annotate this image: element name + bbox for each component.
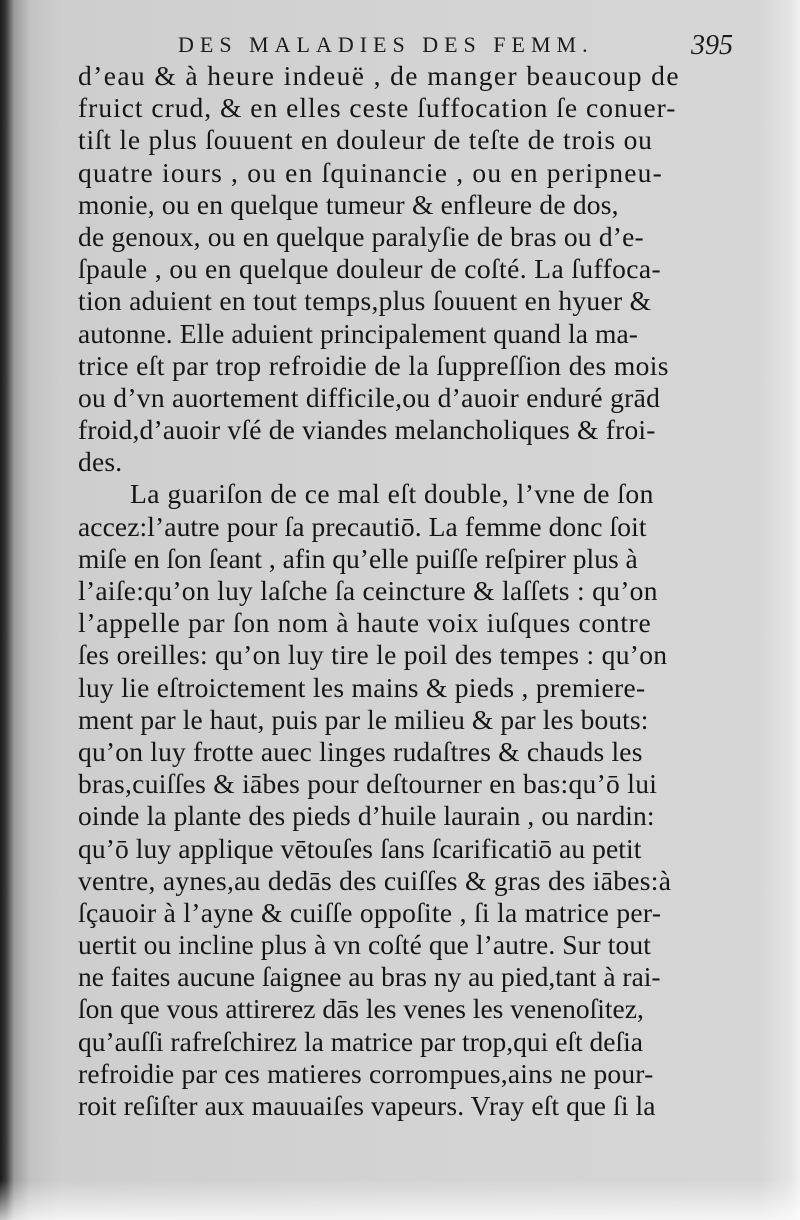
running-title: DES MALADIES DES FEMM. xyxy=(178,32,594,57)
text-line: tion aduient en tout temps,plus ſouuent en hyuer & xyxy=(78,285,652,317)
paragraph-2 xyxy=(78,478,778,1122)
paragraph-1 xyxy=(78,60,778,478)
text-line: qu’ō luy applique vētouſes ſans ſcarificatiō au petit xyxy=(78,832,642,864)
text-line: roit reſiſter aux mauuaiſes vapeurs. Vray eſt que ſi la xyxy=(78,1090,656,1121)
text-line: froid,d’auoir vſé de viandes melancholiques & froi- xyxy=(78,414,656,446)
text-line: de genoux, ou en quelque paralyſie de bras ou d’e- xyxy=(78,220,644,252)
text-line: quatre iours , ou en ſquinancie , ou en peripneu- xyxy=(78,156,663,188)
text-line: ſpaule , ou en quelque douleur de coſté. La ſuffoca- xyxy=(78,253,662,285)
text-line: ſçauoir à l’ayne & cuiſſe oppoſite , ſi la matrice per- xyxy=(78,896,662,928)
text-line: ſon que vous attirerez dās les venes les venenoſitez, xyxy=(78,993,644,1025)
text-line: ne faites aucune ſaignee au bras ny au pied,tant à rai- xyxy=(78,961,661,993)
page-header xyxy=(178,30,778,60)
text-line: des. xyxy=(78,446,123,478)
text-line: refroidie par ces matieres corrompues,ains ne pour- xyxy=(78,1057,654,1089)
text-line: qu’on luy frotte auec linges rudaſtres & chauds les xyxy=(78,735,643,767)
text-line: ou d’vn auortement difficile,ou d’auoir enduré grād xyxy=(78,381,661,413)
text-line: autonne. Elle aduient principalement quand la ma- xyxy=(78,317,639,349)
text-line: ſes oreilles: qu’on luy tire le poil des tempes : qu’on xyxy=(78,639,668,671)
page-number: 395 xyxy=(691,30,733,61)
text-line: fruict crud, & en elles ceste ſuffocation ſe conuer- xyxy=(78,92,677,124)
text-line: tiſt le plus ſouuent en douleur de teſte de trois ou xyxy=(78,124,653,156)
text-line: oinde la plante des pieds d’huile laurain , ou nardin: xyxy=(78,800,655,832)
text-line: accez:l’autre pour ſa precautiō. La femme donc ſoit xyxy=(78,510,647,542)
text-line: l’appelle par ſon nom à haute voix iuſques contre xyxy=(78,607,652,639)
text-line: La guariſon de ce mal eſt double, l’vne de ſon xyxy=(130,478,654,510)
text-line: miſe en ſon ſeant , afin qu’elle puiſſe reſpirer plus à xyxy=(78,542,638,574)
text-line: bras,cuiſſes & iābes pour deſtourner en bas:qu’ō lui xyxy=(78,768,658,800)
text-line: uertit ou incline plus à vn coſté que l’autre. Sur tout xyxy=(78,929,651,961)
text-line: l’aiſe:qu’on luy laſche ſa ceincture & laſſets : qu’on xyxy=(78,575,658,606)
text-line: ment par le haut, puis par le milieu & par les bouts: xyxy=(78,703,649,735)
text-line: ventre, aynes,au dedās des cuiſſes & gras des iābes:à xyxy=(78,864,672,896)
text-line: d’eau & à heure indeuë , de manger beaucoup de xyxy=(78,60,680,91)
text-line: luy lie eſtroictement les mains & pieds , premiere- xyxy=(78,671,646,703)
text-line: monie, ou en quelque tumeur & enfleure de dos, xyxy=(78,188,619,220)
body-text xyxy=(78,60,778,1122)
text-line: trice eſt par trop refroidie de la ſuppreſſion des mois xyxy=(78,349,669,381)
text-line: qu’auſſi rafreſchirez la matrice par trop,qui eſt deſia xyxy=(78,1025,643,1057)
